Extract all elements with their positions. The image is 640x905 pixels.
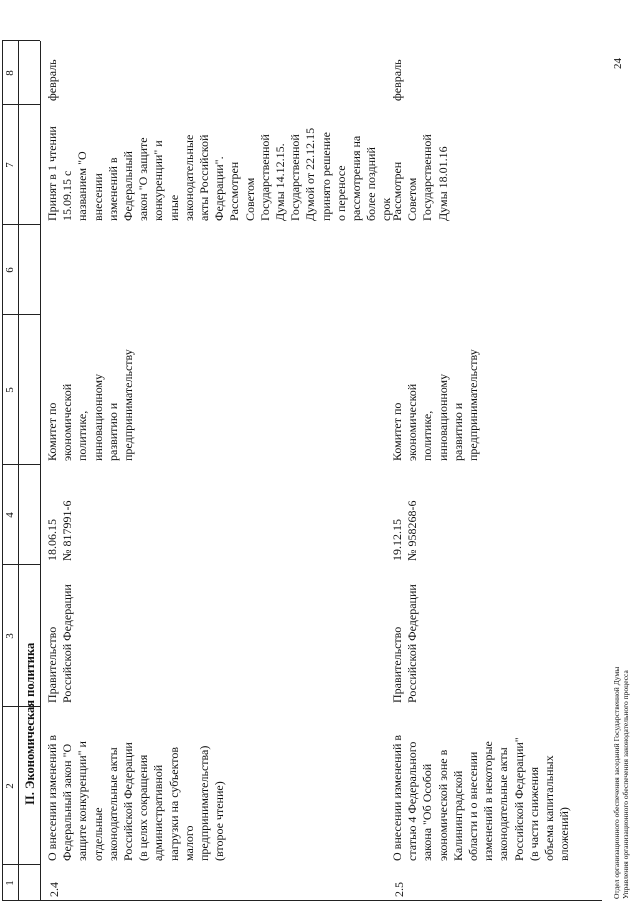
row-title: О внесении изменений в Федеральный закон "О защите конкуренции" и отдельные законодательные акты Российской Федерации (в целях сокращения административной нагрузки на субъектов малого предпринимательства) (второе чтение) — [45, 734, 227, 861]
row-status: Рассмотрен Советом Государственной Думы 18.01.16 — [390, 134, 450, 221]
table-top-border — [2, 41, 3, 901]
row-month: февраль — [45, 59, 59, 101]
row-committee: Комитет по экономической политике, инновационному развитию и предпринимательству — [45, 349, 136, 461]
section-title: II. Экономическая политика — [23, 642, 37, 805]
section-row-border — [40, 41, 41, 901]
column-number: 3 — [4, 633, 16, 639]
row-status: Принят в 1 чтении 15.09.15 с названием "О внесении изменений в Федеральный закон "О защите конкуренции" и иные законодательные акты Российской Федерации". Рассмотрен Советом Государственной Думы 14.12.15. Государственной Думой от 22.12.15 принято решение о переносе рассмотрения на более поздний срок — [45, 126, 394, 221]
row-number: 2.4 — [47, 882, 61, 897]
row-month: февраль — [390, 59, 404, 101]
row-date-number: 19.12.15 № 958268-6 — [390, 500, 420, 561]
column-number: 5 — [4, 387, 16, 393]
column-number: 4 — [4, 512, 16, 518]
row-author: Правительство Российской Федерации — [390, 584, 420, 703]
column-number: 2 — [4, 783, 16, 789]
column-number: 8 — [4, 70, 16, 76]
header-row-border — [18, 41, 19, 901]
column-border — [2, 900, 602, 901]
row-number: 2.5 — [392, 882, 406, 897]
column-number: 6 — [4, 267, 16, 273]
column-number: 1 — [4, 880, 16, 886]
page-number: 24 — [612, 58, 624, 69]
footer-note: Отдел организационного обеспечения заседаний Государственной Думы Управления организационного обеспечения законодательного процесса — [612, 666, 630, 899]
row-date-number: 18.06.15 № 817991-6 — [45, 500, 75, 561]
row-title: О внесении изменений в статью 4 Федерального закона "Об Особой экономической зоне в Калининградской области и о внесении изменений в некоторые законодательные акты Российской Федерации" (в части снижения объема капитальных вложений) — [390, 734, 572, 861]
row-author: Правительство Российской Федерации — [45, 584, 75, 703]
column-number: 7 — [4, 162, 16, 168]
row-committee: Комитет по экономической политике, инновационному развитию и предпринимательству — [390, 349, 481, 461]
